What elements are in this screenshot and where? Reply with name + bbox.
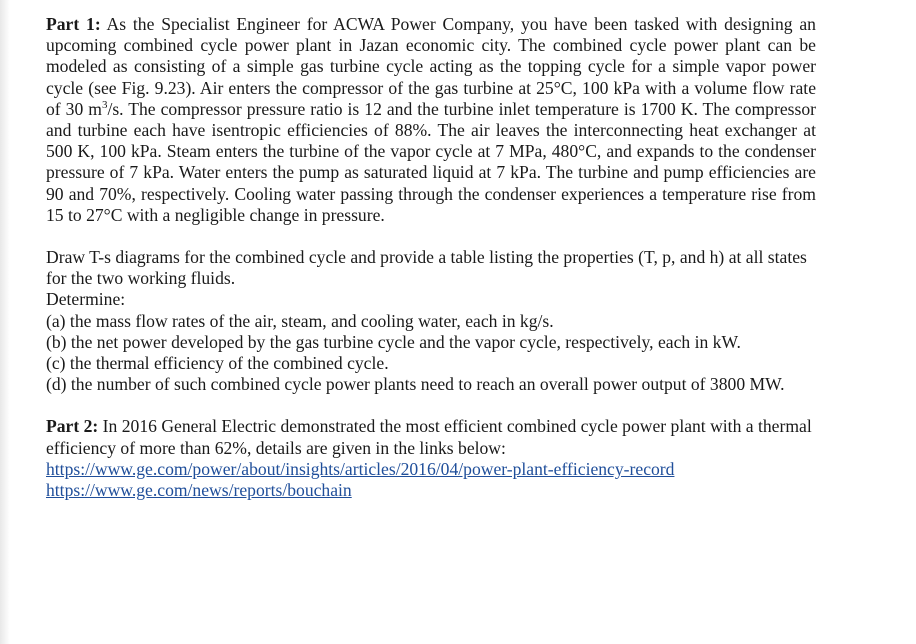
determine-label: Determine: <box>46 289 126 310</box>
part2-label: Part 2: <box>46 416 99 437</box>
item-b: (b) the net power developed by the gas turbine cycle and the vapor cycle, respectively, each in kW. <box>46 331 741 352</box>
link-bouchain[interactable]: https://www.ge.com/news/reports/bouchain <box>46 480 352 501</box>
link-power-plant-efficiency-record[interactable]: https://www.ge.com/power/about/insights/articles/2016/04/power-plant-efficiency-record <box>46 458 675 479</box>
document-body <box>46 14 816 501</box>
part2-paragraph <box>46 416 816 458</box>
part1-superscript: 3 <box>101 98 108 111</box>
part1-text-b: /s. The compressor pressure ratio is 12 and the turbine inlet temperature is 1700 K. The compressor and turbine each have isentropic efficiencies of 88%. The air leaves the interconnecting heat exchanger at 500 K, 100 kPa. Steam enters the turbine of the vapor cycle at 7 MPa, 480°C, and expands to the condenser pressure of 7 kPa. Water enters the pump as saturated liquid at 7 kPa. The turbine and pump efficiencies are 90 and 70%, respectively. Cooling water passing through the condenser experiences a temperature rise from 15 to 27°C with a negligible change in pressure. <box>46 98 816 225</box>
item-c: (c) the thermal efficiency of the combined cycle. <box>46 353 389 374</box>
draw-instruction: Draw T-s diagrams for the combined cycle and provide a table listing the properties (T, p, and h) at all states for the two working fluids. <box>46 247 807 289</box>
spacer <box>46 226 816 247</box>
item-a: (a) the mass flow rates of the air, steam, and cooling water, each in kg/s. <box>46 310 554 331</box>
part1-label: Part 1: <box>46 14 101 34</box>
item-d: (d) the number of such combined cycle power plants need to reach an overall power output of 3800 MW. <box>46 374 785 395</box>
page-edge-shadow <box>0 0 10 644</box>
part1-paragraph <box>46 14 816 226</box>
part2-text: In 2016 General Electric demonstrated the most efficient combined cycle power plant with a thermal efficiency of more than 62%, details are given in the links below: <box>46 416 812 458</box>
spacer <box>46 395 816 416</box>
part1-text-a: As the Specialist Engineer for ACWA Power Company, you have been tasked with designing an upcoming combined cycle power plant in Jazan economic city. The combined cycle power plant can be modeled as consisting of a simple gas turbine cycle acting as the topping cycle for a simple vapor power cycle (see Fig. 9.23). Air enters the compressor of the gas turbine at 25°C, 100 kPa with a volume flow rate of 30 m <box>46 14 816 119</box>
